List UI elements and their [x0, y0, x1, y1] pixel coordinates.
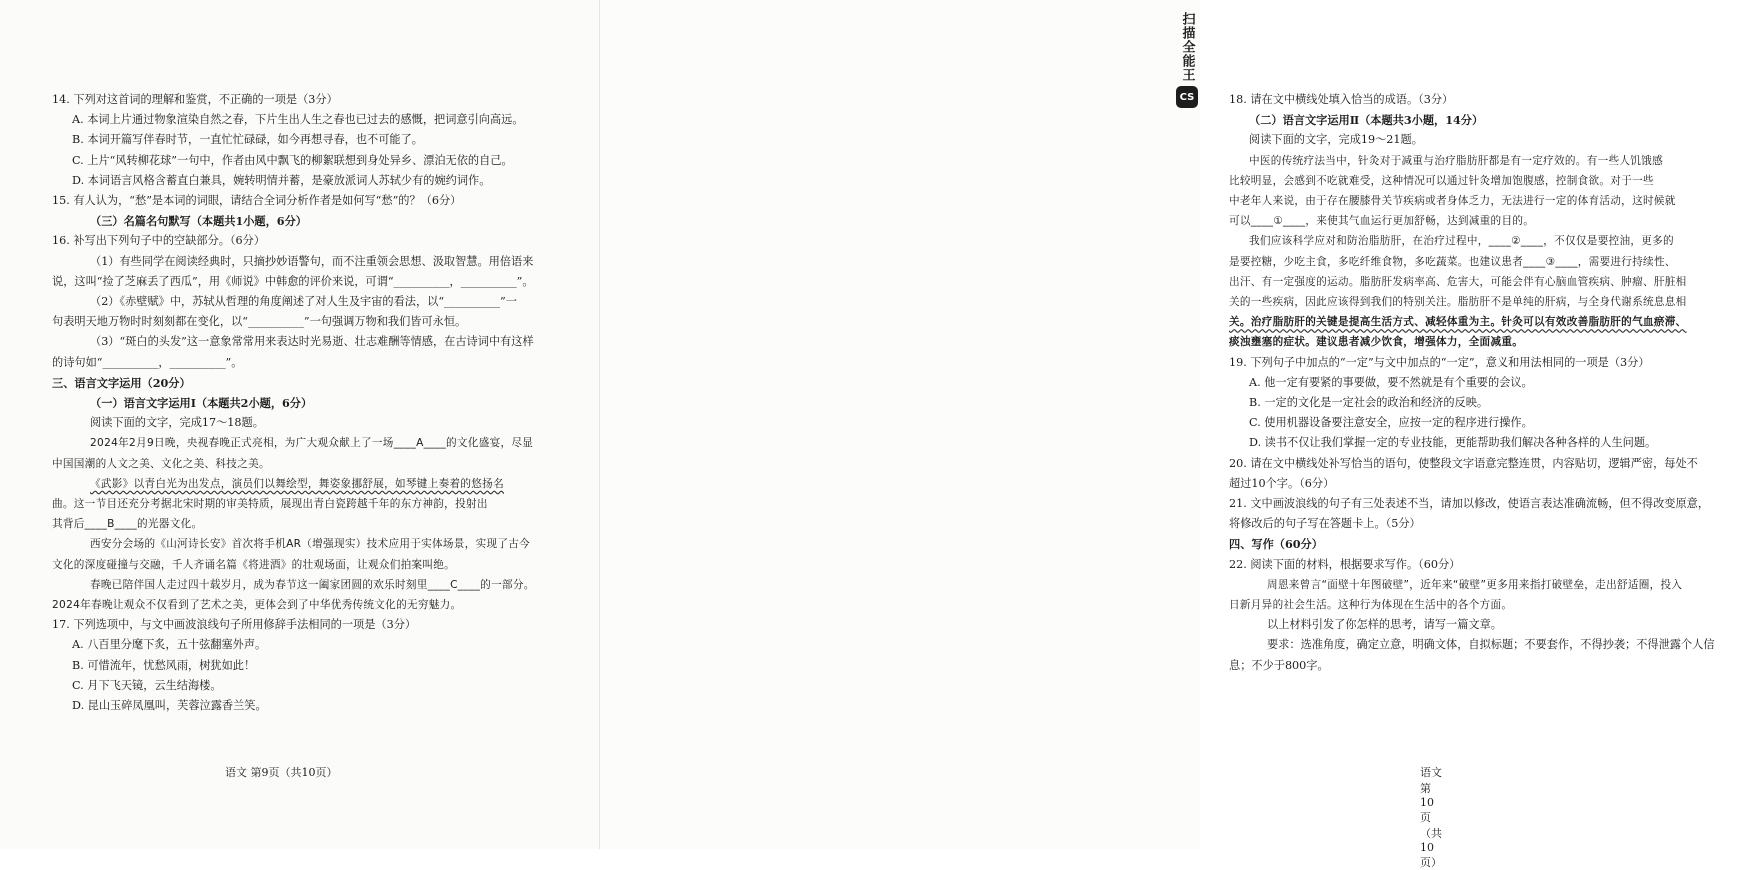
section-language-2-heading: （二）语言文字运用Ⅱ（本题共3小题，14分） [1249, 113, 1484, 128]
passage-line: 其背后____B____的光器文化。 [52, 518, 203, 531]
q16-item2-line1: （2）《赤壁赋》中，苏轼从哲理的角度阐述了对人生及宇宙的看法，以“__________”一 [90, 295, 517, 309]
q17-option-b: B. 可惜流年，忧愁风雨，树犹如此！ [72, 658, 256, 672]
q14-option-b: B. 本词开篇写伴春时节，一直忙忙碌碌，如今再想寻春，也不可能了。 [72, 133, 423, 147]
passage-line: 可以____①____，来使其气血运行更加舒畅，达到减重的目的。 [1229, 215, 1535, 228]
cs-logo-icon: CS [1176, 86, 1198, 108]
passage-wavy-line: 《武影》以青白光为出发点，演员们以舞绘型，舞姿象挪舒展，如琴键上奏着的悠扬名 [90, 477, 504, 490]
section-language-1-heading: （一）语言文字运用Ⅰ（本题共2小题，6分） [90, 396, 313, 411]
passage-line: 曲。这一节目还充分考据北宋时期的审美特质，展现出青白瓷跨越千年的东方神韵，投射出 [52, 498, 488, 511]
left-column [52, 90, 577, 716]
q19-stem: 19. 下列句子中加点的“一定”与文中加点的“一定”，意义和用法相同的一项是（3分） [1229, 355, 1650, 369]
right-column [1229, 90, 1759, 676]
scanner-watermark [1174, 12, 1200, 108]
q18-stem: 18. 请在文中横线处填入恰当的成语。（3分） [1229, 93, 1454, 106]
q20-stem: 20. 请在文中横线处补写恰当的语句，使整段文字语意完整连贯，内容贴切，逻辑严密，每处不 [1229, 456, 1698, 470]
passage-line: 中老年人来说，由于存在腰膝骨关节疾病或者身体乏力，无法进行一定的体育活动，这时候就 [1229, 195, 1676, 208]
reading-instruction: 阅读下面的文字，完成19～21题。 [1249, 133, 1423, 147]
passage-line: 文化的深度碰撞与交融，千人齐诵名篇《将进酒》的壮观场面，让观众们拍案叫绝。 [52, 558, 456, 571]
q19-option-a: A. 他一定有要紧的事要做，要不然就是有个重要的会议。 [1249, 375, 1533, 389]
q16-item1-line2: 说，这叫“捡了芝麻丢了西瓜”，用《师说》中韩愈的评价来说，可谓“__________，__________”。 [52, 274, 534, 288]
passage-line: 关的一些疾病，因此应该得到我们的特别关注。脂肪肝不是单纯的肝病，与全身代谢系统息息相 [1229, 296, 1687, 309]
left-page [0, 0, 600, 849]
passage-line: 比较明显，会感到不吃就难受，这种情况可以通过针灸增加饱腹感，控制食欲。对于一些 [1229, 174, 1654, 187]
reading-instruction: 阅读下面的文字，完成17～18题。 [90, 416, 264, 430]
scanner-brand-text: 扫描全能王 [1179, 12, 1195, 82]
passage-line: 2024年2月9日晚，央视春晚正式亮相，为广大观众献上了一场____A____的文化盛宴，尽显 [90, 437, 534, 450]
passage-line: 中国国潮的人文之美、文化之美、科技之美。 [52, 457, 270, 470]
right-page [600, 0, 1715, 869]
passage-wavy-line: 关。治疗脂肪肝的关键是提高生活方式、减轻体重为主。针灸可以有效改善脂肪肝的气血瘀滞、 [1229, 316, 1687, 329]
q16-stem: 16. 补写出下列句子中的空缺部分。（6分） [52, 234, 266, 248]
passage-line: 是要控糖，少吃主食，多吃纤维食物，多吃蔬菜。也建议患者____③____，需要进行持续性、 [1229, 255, 1676, 268]
q14-option-c: C. 上片“风转柳花球”一句中，作者由风中飘飞的柳絮联想到身处异乡、漂泊无依的自己。 [72, 153, 513, 167]
section-famous-lines-heading: （三）名篇名句默写（本题共1小题，6分） [90, 214, 307, 229]
q16-item1-line1: （1）有些同学在阅读经典时，只摘抄妙语警句，而不注重领会思想、汲取智慧。用倍语来 [90, 254, 534, 268]
q16-item3-line2: 的诗句如“__________，__________”。 [52, 355, 243, 369]
material-line: 日新月异的社会生活。这种行为体现在生活中的各个方面。 [1229, 599, 1513, 612]
q22-stem: 22. 阅读下面的材料，根据要求写作。（60分） [1229, 557, 1461, 571]
q21-stem: 21. 文中画波浪线的句子有三处表述不当，请加以修改，使语言表达准确流畅，但不得改变原意， [1229, 497, 1710, 511]
passage-line: 我们应该科学应对和防治脂肪肝，在治疗过程中，____②____，不仅仅是要控油，更多的 [1249, 235, 1674, 248]
q14-option-d: D. 本词语言风格含蓄直白兼具，婉转明情并蓄，是豪放派词人苏轼少有的婉约词作。 [72, 173, 491, 187]
material-line: 周恩来曾言“面壁十年图破壁”，近年来“破壁”更多用来指打破壁垒，走出舒适圈，投入 [1267, 578, 1683, 591]
q16-item2-line2: 句表明天地万物时时刻刻都在变化，以“__________”一句强调万物和我们皆可永恒。 [52, 315, 467, 329]
q15-stem: 15. 有人认为，“愁”是本词的词眼，请结合全词分析作者是如何写“愁”的？（6分） [52, 194, 462, 208]
section-four-heading: 四、写作（60分） [1229, 537, 1323, 552]
left-page-footer: 语文 第9页（共10页） [225, 766, 338, 779]
q19-option-b: B. 一定的文化是一定社会的政治和经济的反映。 [1249, 396, 1489, 410]
q21-stem-cont: 将修改后的句子写在答题卡上。（5分） [1229, 517, 1421, 531]
q20-stem-cont: 超过10个字。（6分） [1229, 476, 1335, 490]
q17-option-d: D. 昆山玉碎凤凰叫，芙蓉泣露香兰笑。 [72, 699, 267, 713]
passage-line: 出汗、有一定强度的运动。脂肪肝发病率高、危害大，可能会伴有心脑血管疾病、肿瘤、肝脏相 [1229, 275, 1687, 288]
q19-option-c: C. 使用机器设备要注意安全，应按一定的程序进行操作。 [1249, 416, 1533, 430]
q19-option-d: D. 读书不仅让我们掌握一定的专业技能，更能帮助我们解决各种各样的人生问题。 [1249, 436, 1657, 450]
section-three-heading: 三、语言文字运用（20分） [52, 375, 191, 390]
q17-stem: 17. 下列选项中，与文中画波浪线句子所用修辞手法相同的一项是（3分） [52, 618, 417, 632]
passage-line: 西安分会场的《山河诗长安》首次将手机AR（增强现实）技术应用于实体场景，实现了古今 [90, 538, 531, 551]
passage-line: 2024年春晚让观众不仅看到了艺术之美，更体会到了中华优秀传统文化的无穷魅力。 [52, 599, 462, 612]
q17-option-a: A. 八百里分麾下炙，五十弦翻塞外声。 [72, 638, 267, 652]
q14-stem: 14. 下列对这首词的理解和鉴赏，不正确的一项是（3分） [52, 93, 338, 106]
writing-requirements: 要求：选准角度，确定立意，明确文体，自拟标题；不要套作，不得抄袭；不得泄露个人信 [1267, 638, 1715, 652]
writing-requirements-cont: 息；不少于800字。 [1229, 658, 1329, 672]
q16-item3-line1: （3）“斑白的头发”这一意象常常用来表达时光易逝、壮志难酬等情感，在古诗词中有这样 [90, 335, 534, 349]
passage-line: 中医的传统疗法当中，针灸对于减重与治疗脂肪肝都是有一定疗效的。有一些人饥饿感 [1249, 154, 1663, 167]
q17-option-c: C. 月下飞天镜，云生结海楼。 [72, 678, 222, 692]
passage-line: 痰浊壅塞的症状。建议患者减少饮食，增强体力，全面减重。 [1229, 336, 1524, 349]
right-page-footer: 语文 第10页（共10页） [1420, 766, 1442, 869]
passage-line: 春晚已陪伴国人走过四十载岁月，成为春节这一阖家团圆的欢乐时刻里____C____的一部分。 [90, 578, 535, 591]
writing-prompt: 以上材料引发了你怎样的思考，请写一篇文章。 [1267, 618, 1502, 632]
q14-option-a: A. 本词上片通过物象渲染自然之春，下片生出人生之春也已过去的感慨，把词意引向高远。 [72, 113, 524, 127]
